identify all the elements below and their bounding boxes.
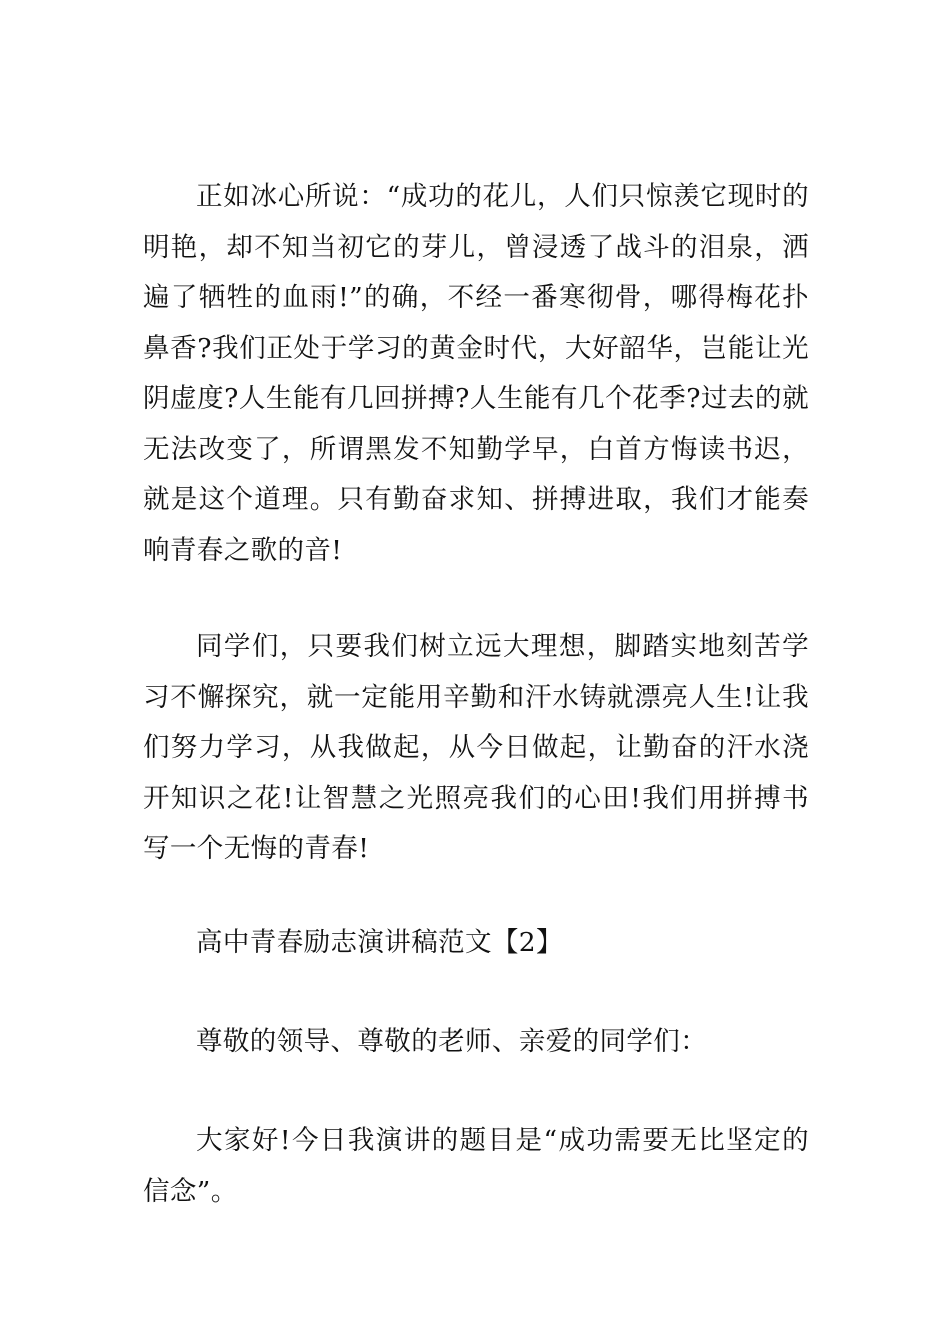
paragraph-quote-bingxin: 正如冰心所说：“成功的花儿，人们只惊羡它现时的明艳，却不知当初它的芽儿，曾浸透了战斗的泪泉，洒遍了牺牲的血雨!”的确，不经一番寒彻骨，哪得梅花扑鼻香?我们正处于学习的黄金时代，大好韶华，岂能让光阴虚度?人生能有几回拼搏?人生能有几个花季?过去的就无法改变了，所谓黑发不知勤学早，白首方悔读书迟，就是这个道理。只有勤奋求知、拼搏进取，我们才能奏响青春之歌的音! bbox=[143, 181, 809, 566]
paragraph-intro: 大家好!今日我演讲的题目是“成功需要无比坚定的信念”。 bbox=[143, 1125, 809, 1207]
paragraph-classmates: 同学们，只要我们树立远大理想，脚踏实地刻苦学习不懈探究，就一定能用辛勤和汗水铸就漂亮人生!让我们努力学习，从我做起，从今日做起，让勤奋的汗水浇开知识之花!让智慧之光照亮我们的心田!我们用拼搏书写一个无悔的青春! bbox=[143, 631, 809, 864]
paragraph-greeting: 尊敬的领导、尊敬的老师、亲爱的同学们： bbox=[196, 1026, 708, 1057]
section-heading: 高中青春励志演讲稿范文【2】 bbox=[196, 927, 563, 958]
